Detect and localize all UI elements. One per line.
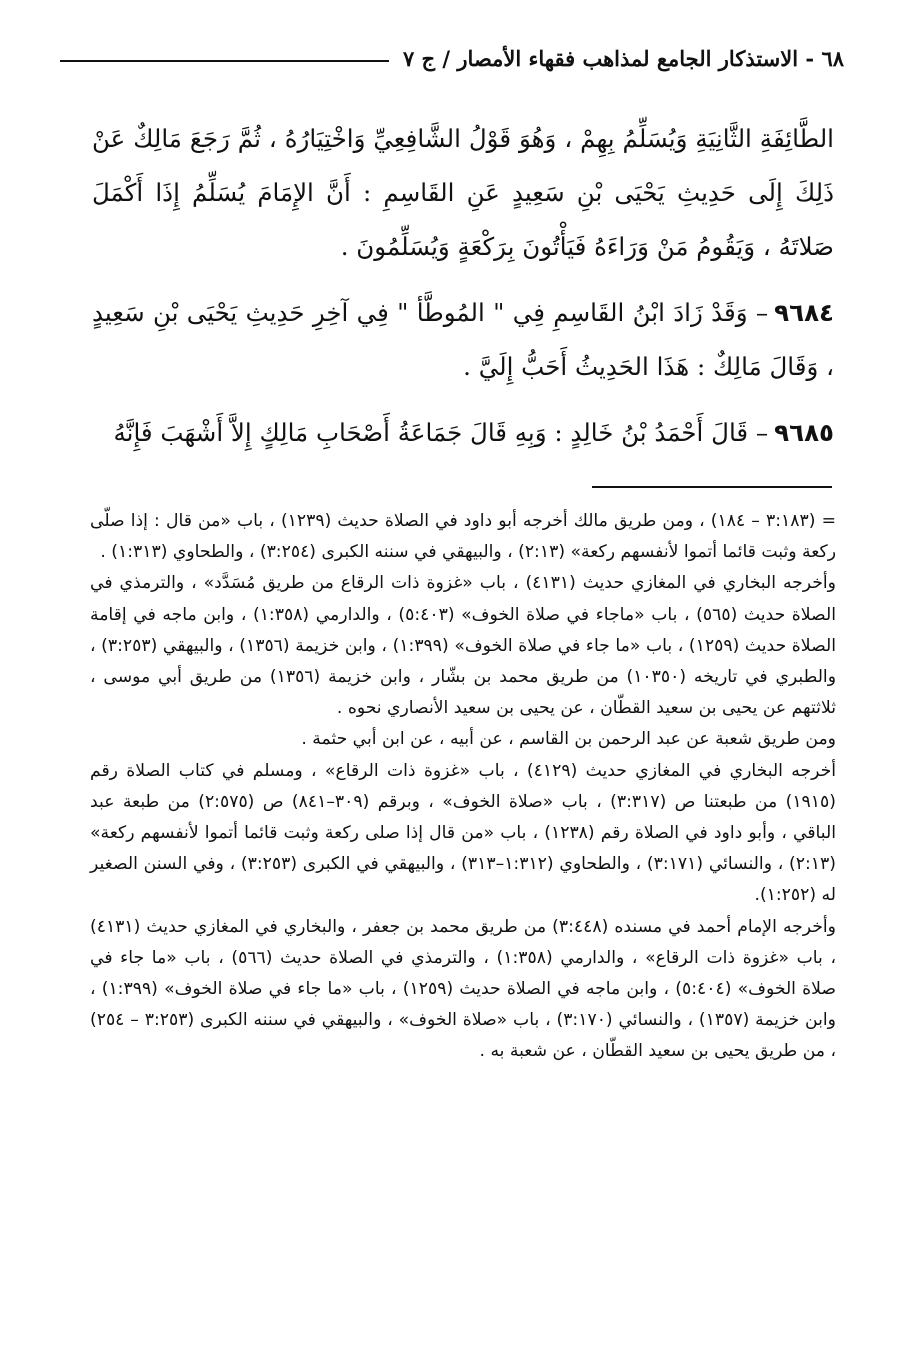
footnote-paragraph-3: ومن طريق شعبة عن عبد الرحمن بن القاسم ، عن أبيه ، عن ابن أبي حثمة . xyxy=(301,729,836,750)
footnote-paragraph-4: أخرجه البخاري في المغازي حديث (٤١٢٩) ، باب «غزوة ذات الرقاع» ، ومسلم في كتاب الصلاة رقم (١٩١٥) من طبعتنا ص (٣:٣١٧) ، باب «صلاة الخوف» ، وبرقم (٣٠٩–٨٤١) ص (٢:٥٧٥) من طبعة عبد الباقي ، وأبو داود في الصلاة رقم (١٢٣٨) ، باب «من قال إذا صلى ركعة وثبت قائما أتموا لأنفسهم ركعة» (٢:١٣) ، والنسائي (٣:١٧١) ، والطحاوي (١:٣١٢–٣١٣) ، والبيهقي في الكبرى (٣:٢٥٣) ، وفي السنن الصغير له (١:٢٥٢). xyxy=(90,760,836,906)
running-header xyxy=(60,38,844,78)
footnote-paragraph-5: وأخرجه الإمام أحمد في مسنده (٣:٤٤٨) من طريق محمد بن جعفر ، والبخاري في المغازي حديث (٤١٣١) ، باب «غزوة ذات الرقاع» ، والدارمي (١:٣٥٨) ، والترمذي في الصلاة حديث (٥٦٦) ، باب «ما جاء في صلاة الخوف» (٥:٤٠٤) ، وابن ماجه في الصلاة حديث (١٢٥٩) ، باب «ما جاء في صلاة الخوف» (١:٣٩٩) ، وابن خزيمة (١٣٥٧) ، والنسائي (٣:١٧٠) ، باب «صلاة الخوف» ، والبيهقي في سننه الكبرى (٣:٢٥٣ – ٢٥٤) ، من طريق يحيى بن سعيد القطّان ، عن شعبة به . xyxy=(90,916,837,1062)
footnotes xyxy=(90,506,836,1068)
main-paragraph-1: الطَّائِفَةِ الثَّانِيَةِ وَيُسَلِّمُ بِهِمْ ، وَهُوَ قَوْلُ الشَّافِعِيِّ وَاخْتِيَارُهُ ، ثُمَّ رَجَعَ مَالِكٌ عَنْ ذَلِكَ إِلَى حَدِيثِ يَحْيَى بْنِ سَعِيدٍ عَنِ القَاسِمِ : أَنَّ الإِمَامَ يُسَلِّمُ إِذَا أَكْمَلَ صَلاتَهُ ، وَيَقُومُ مَنْ وَرَاءَهُ فَيَأْتُونَ بِرَكْعَةٍ وَيُسَلِّمُونَ . xyxy=(92,124,834,261)
main-paragraph-3 xyxy=(92,406,834,460)
main-paragraph-3-text: – قَالَ أَحْمَدُ بْنُ خَالِدٍ : وَبِهِ قَالَ جَمَاعَةُ أَصْحَابِ مَالِكٍ إِلاَّ أَشْهَبَ فَإِنَّهُ xyxy=(113,418,769,447)
header-title: ٦٨ - الاستذكار الجامع لمذاهب فقهاء الأمصار / ج ٧ xyxy=(402,45,844,71)
footnote-paragraph-2: وأخرجه البخاري في المغازي حديث (٤١٣١) ، باب «غزوة ذات الرقاع من طريق مُسَدَّد» ، والترمذي في الصلاة حديث (٥٦٥) ، باب «ماجاء في صلاة الخوف» (٥:٤٠٣) ، والدارمي (١:٣٥٨) ، وابن ماجه في إقامة الصلاة حديث (١٢٥٩) ، باب «ما جاء في صلاة الخوف» (١:٣٩٩) ، وابن خزيمة (١٣٥٦) ، والبيهقي (٣:٢٥٣) ، والطبري في تاريخه (١٠٣٥٠) من طريق محمد بن بشّار ، وابن خزيمة (١٣٥٦) من طريق أبي موسى ، ثلاثتهم عن يحيى بن سعيد القطّان ، عن يحيى بن سعيد الأنصاري نحوه . xyxy=(90,573,837,719)
main-paragraph-2-text: – وَقَدْ زَادَ ابْنُ القَاسِمِ فِي " المُوطَّأ " فِي آخِرِ حَدِيثِ يَحْيَى بْنِ سَعِيدٍ ، وَقَالَ مَالِكٌ : هَذَا الحَدِيثُ أَحَبُّ إِلَيَّ . xyxy=(92,298,834,381)
footnote-separator xyxy=(592,486,832,488)
footnote-paragraph-1: = (٣:١٨٣ – ١٨٤) ، ومن طريق مالك أخرجه أبو داود في الصلاة حديث (١٢٣٩) ، باب «من قال : إذا صلّى ركعة وثبت قائما أتموا لأنفسهم ركعة» (٢:١٣) ، والبيهقي في سننه الكبرى (٣:٢٥٤) ، والطحاوي (١:٣١٣) . xyxy=(90,511,836,563)
header-rule xyxy=(60,60,389,62)
paragraph-number-9684: ٩٦٨٤ xyxy=(774,298,834,327)
main-text xyxy=(92,112,834,460)
paragraph-number-9685: ٩٦٨٥ xyxy=(774,418,834,447)
main-paragraph-2 xyxy=(92,286,834,394)
